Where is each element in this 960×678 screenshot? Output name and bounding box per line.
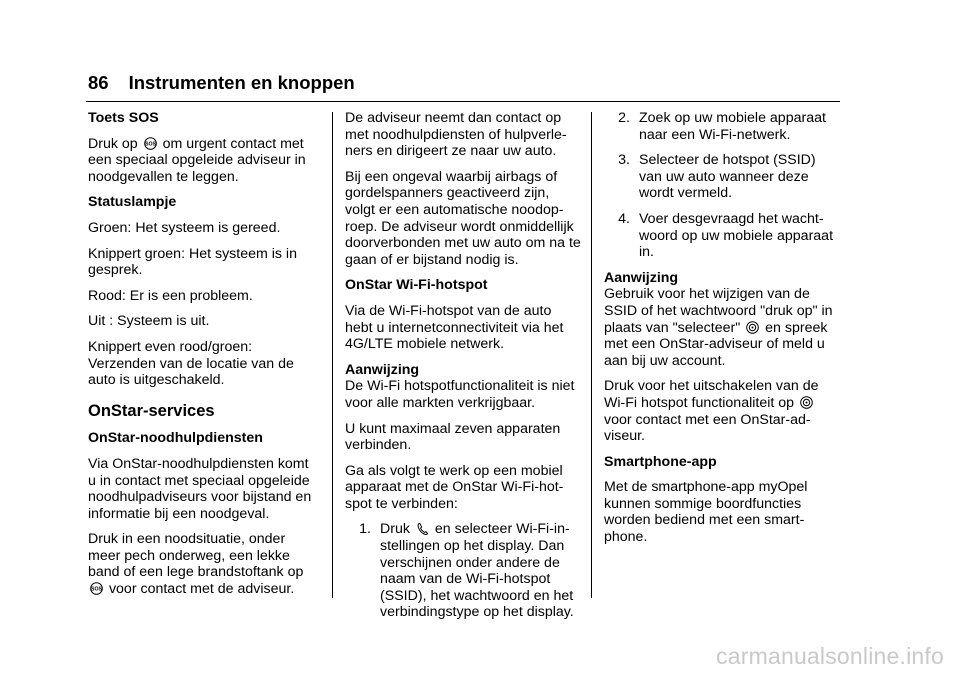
page-title: Instrumenten en knoppen — [128, 72, 355, 93]
paragraph-disable-hotspot: Druk voor het uitschakelen van de Wi-Fi hotspot functionaliteit op voor contact met een OnStar-ad-viseur. — [604, 378, 819, 445]
paragraph-status-red: Rood: Er is een probleem. — [88, 287, 253, 304]
paragraph-ssid-change: Gebruik voor het wijzigen van de SSID of het wachtwoord "druk op" in plaats van "selecteer" en spreek met een OnStar-adviseur of meld u aan bij uw account. — [604, 286, 833, 369]
column-divider-1 — [332, 112, 333, 598]
paragraph-status-green: Groen: Het systeem is gereed. — [88, 219, 281, 236]
onstar-icon — [800, 396, 813, 409]
header-rule — [86, 101, 840, 102]
paragraph-status-red-green: Knippert even rood/groen: Verzenden van de locatie van de auto is uitgeschakeld. — [88, 338, 294, 389]
column-divider-2 — [591, 112, 592, 598]
paragraph-ongeval: Bij een ongeval waarbij airbags of gordelspanners geactiveerd zijn, volgt er een automatische noodop-roep. De adviseur wordt onmiddellijk doorverbonden met uw auto om na te gaan of er bijstand nodig is. — [345, 168, 581, 268]
heading-statuslampje: Statuslampje — [88, 194, 177, 211]
svg-text:SOS: SOS — [144, 141, 156, 148]
paragraph-connect-steps: Ga als volgt te werk op een mobiel apparaat met de OnStar Wi-Fi-hot-spot te verbinden: — [345, 462, 564, 512]
list-item-step-1: 1. Druk en selecteer Wi-Fi-in-stellingen op het display. Dan verschijnen onder andere de naam van de Wi-Fi-hotspot (SSID), het wachtwoord en het verbindingstype op het display. — [359, 521, 574, 621]
paragraph-status-blinking: Knippert groen: Het systeem is in gesprek. — [88, 245, 297, 279]
heading-wifi-hotspot: OnStar Wi-Fi-hotspot — [345, 277, 488, 294]
sos-icon — [90, 582, 103, 595]
page-number: 86 — [88, 72, 109, 93]
list-item-step-4: 4. Voer desgevraagd het wacht-woord op uw mobiele apparaat in. — [618, 210, 834, 261]
note-label: Aanwijzing — [604, 269, 679, 286]
page-header — [88, 72, 836, 102]
paragraph-sos: Druk op SOS om urgent contact met een speciaal opgeleide adviseur in noodgevallen te leggen. — [88, 135, 306, 185]
column-1 — [88, 110, 320, 607]
paragraph-max-devices: U kunt maximaal zeven apparaten verbinden. — [345, 420, 561, 454]
heading-sos: Toets SOS — [88, 110, 159, 126]
paragraph-status-off: Uit : Systeem is uit. — [88, 313, 210, 330]
heading-smartphone-app: Smartphone-app — [604, 453, 717, 470]
paragraph-wifi-markets: De Wi-Fi hotspotfunctionaliteit is niet voor alle markten verkrijgbaar. — [345, 378, 575, 411]
paragraph-noodhulp: Via OnStar-noodhulpdiensten komt u in contact met speciaal opgeleide noodhulpadviseurs voor bijstand en informatie bij een noodgeval. — [88, 455, 312, 522]
svg-text:SOS: SOS — [91, 586, 102, 593]
onstar-icon — [746, 321, 759, 334]
phone-icon — [416, 522, 429, 535]
list-item-step-3: 3. Selecteer de hotspot (SSID) van uw auto wanneer deze wordt vermeld. — [618, 152, 816, 202]
paragraph-smartphone-app: Met de smartphone-app myOpel kunnen sommige boordfuncties worden bediend met een smart-phone. — [604, 479, 808, 546]
column-2 — [345, 110, 581, 630]
heading-noodhulpdiensten: OnStar-noodhulpdiensten — [88, 430, 263, 447]
watermark: carmanualsonline.info — [716, 643, 944, 669]
list-item-step-2: 2. Zoek op uw mobiele apparaat naar een Wi-Fi-netwerk. — [618, 110, 826, 143]
paragraph-noodsituatie: Druk in een noodsituatie, onder meer pech onderweg, een lekke band of een lege brandstoftank op SOS voor contact met de adviseur. — [88, 531, 304, 598]
heading-onstar-services: OnStar-services — [88, 401, 215, 420]
paragraph-adviseur: De adviseur neemt dan contact op met noodhulpdiensten of hulpverle-ners en dirigeert ze naar uw auto. — [345, 110, 567, 160]
sos-icon — [144, 137, 157, 150]
note-label: Aanwijzing — [345, 361, 420, 378]
paragraph-wifi-intro: Via de Wi-Fi-hotspot van de auto hebt u internetconnectiviteit via het 4G/LTE mobiele netwerk. — [345, 302, 564, 353]
column-3 — [604, 110, 840, 555]
